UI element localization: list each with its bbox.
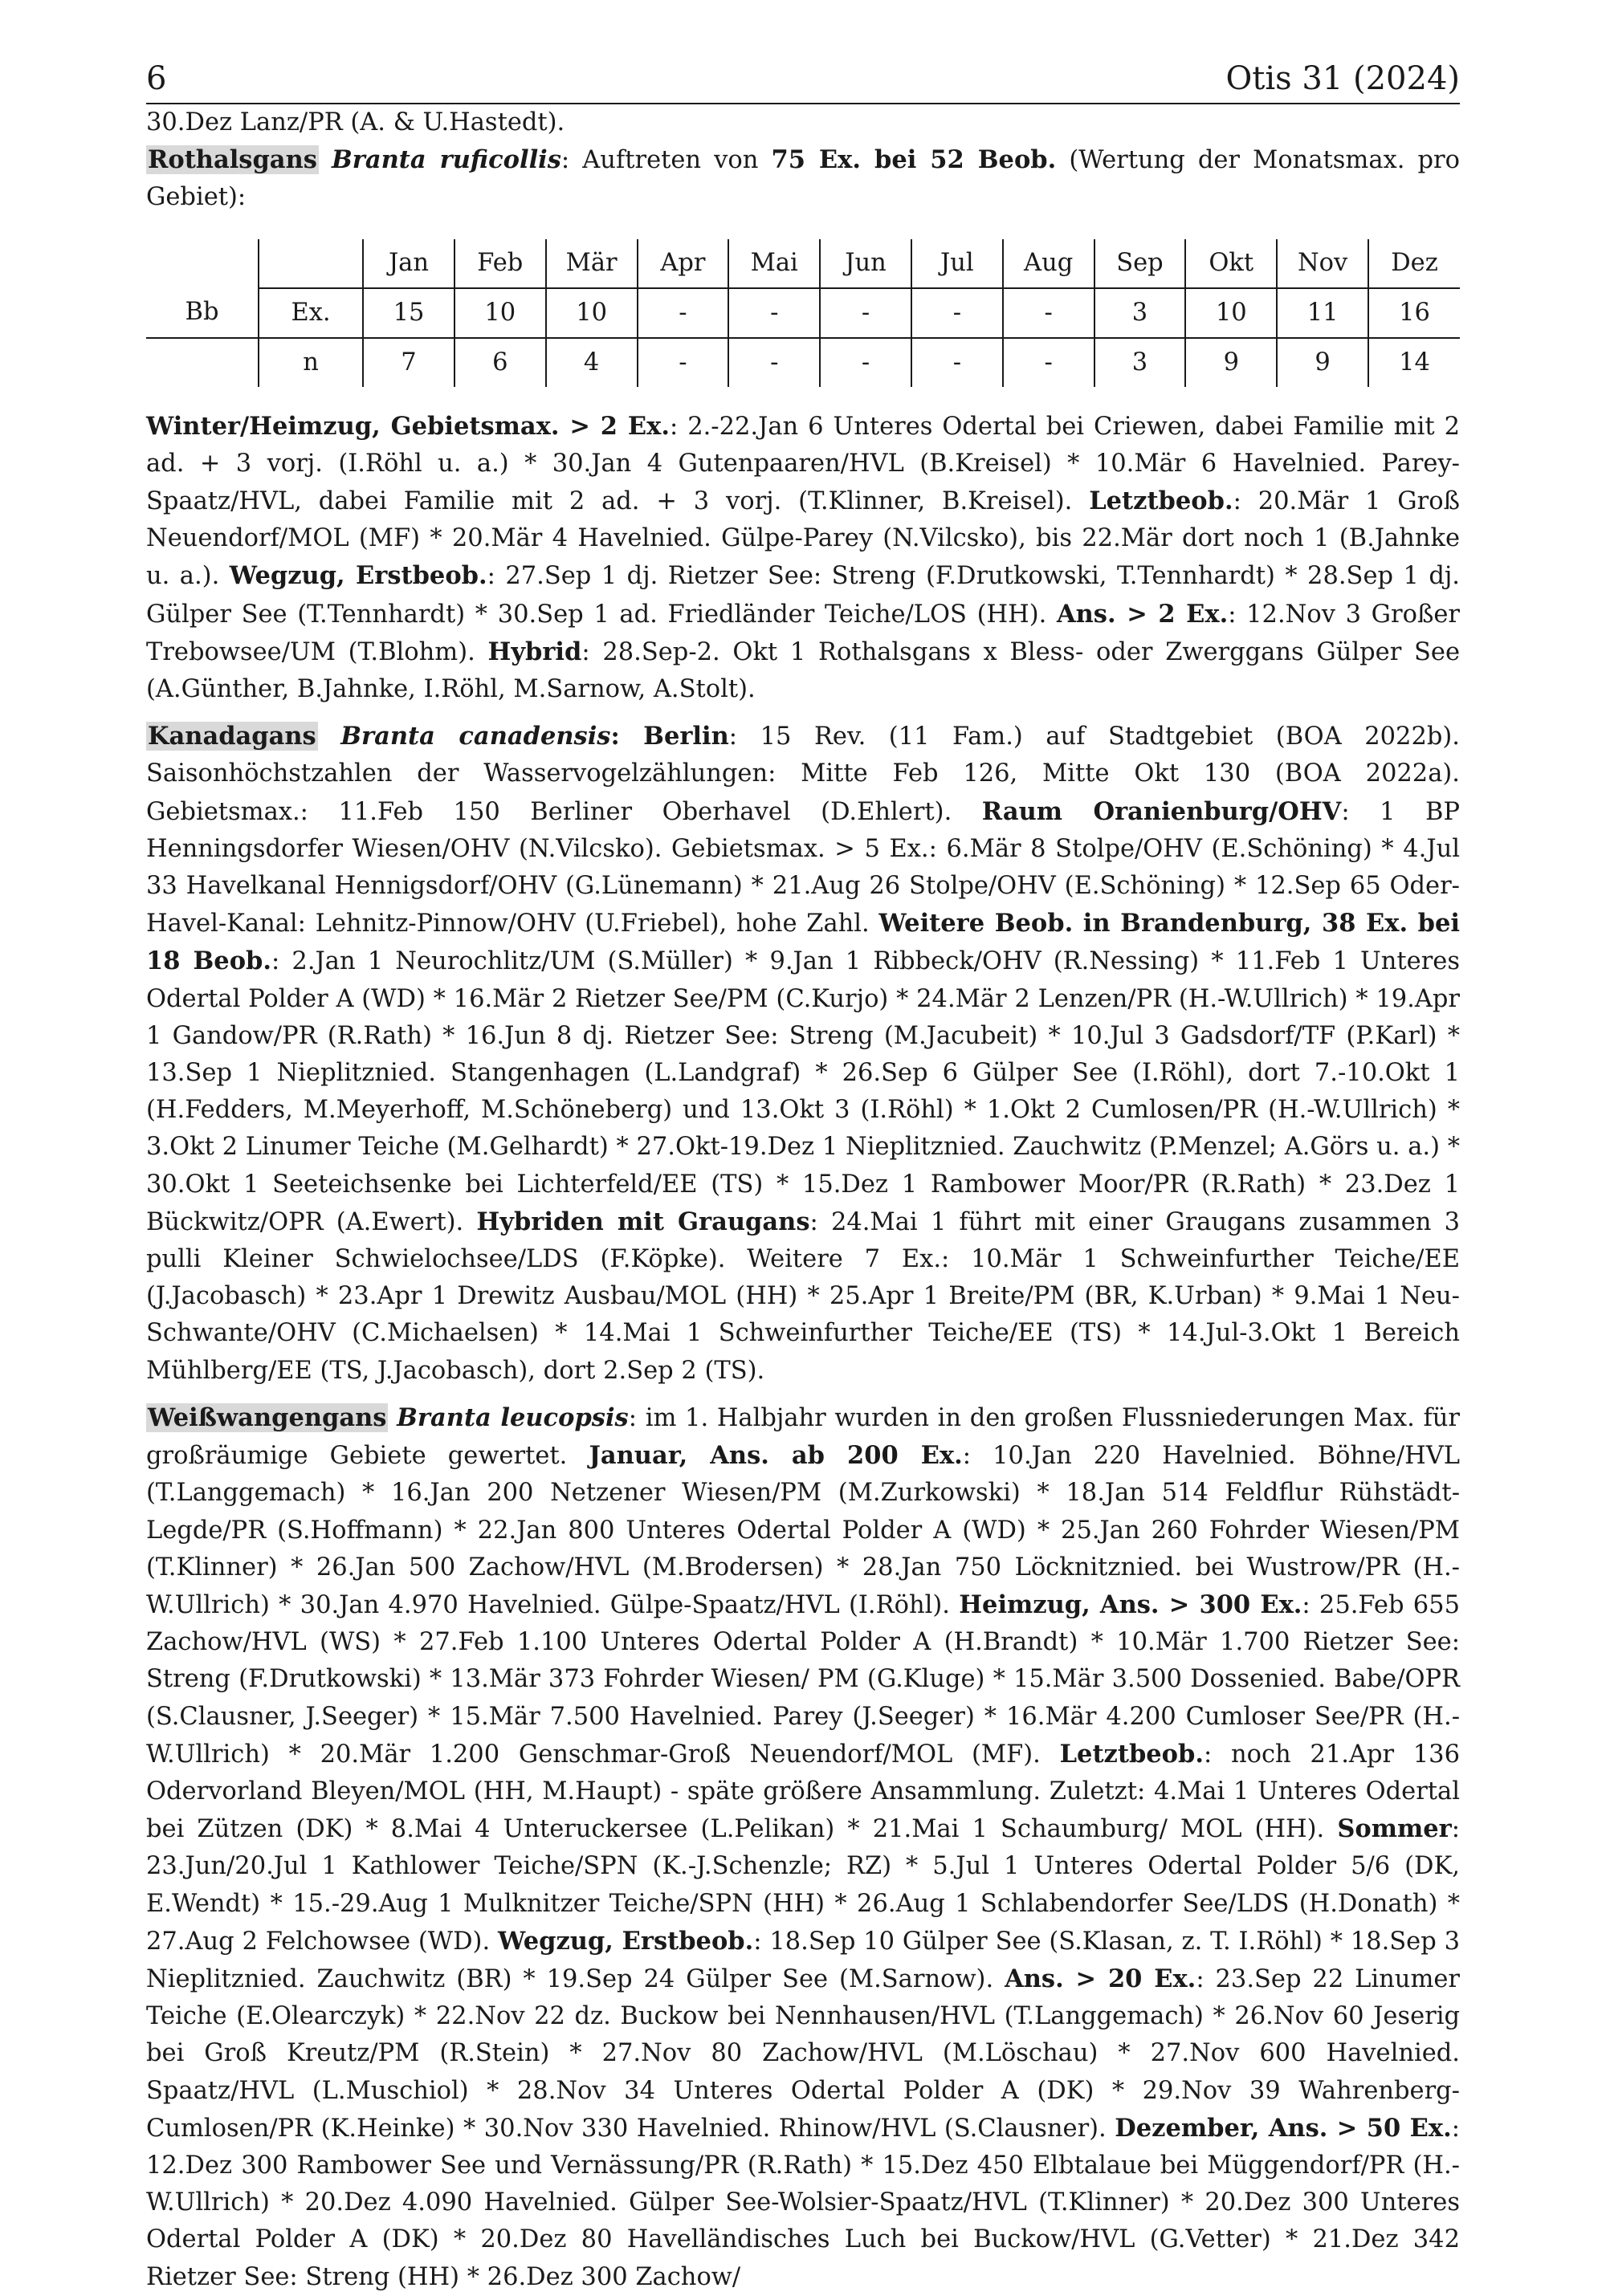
species-name-rothalsgans: Rothalsgans (148, 145, 317, 175)
text-run: : im 1. Halbjahr wurden in den großen Flussniederungen Max. für großräumige Gebiete gewertet. (146, 1403, 1460, 1471)
monthly-max-table (146, 239, 1460, 387)
bold-heading: Letztbeob. (1059, 1739, 1204, 1769)
table-cell: 10 (546, 288, 638, 338)
table-cell: - (1003, 288, 1094, 338)
month-header: Jul (911, 239, 1003, 288)
table-row-ex (146, 288, 1460, 338)
text-run: : 12.Dez 300 Rambower See und Vernässung/PR (R.Rath) * 15.Dez 450 Elbtalaue bei Müggendorf/PR (H.-W.Ullrich) * 20.Dez 4.090 Havelnied. Gülper See-Wolsier-Spaatz/HVL (T.Klinner) * 20.Dez 300 Unteres Odertal Polder A (DK) * 20.Dez 80 Havelländisches Luch bei Buckow/HVL (G.Vetter) * 21.Dez 342 Rietzer See: Streng (HH) * 26.Dez 300 Zachow/ (146, 2114, 1461, 2291)
rothalsgans-observations (146, 408, 1460, 709)
table-cell: - (638, 338, 729, 387)
bold-heading: Letztbeob. (1089, 486, 1233, 516)
weisswangengans-entry (146, 1399, 1460, 2296)
table-cell: - (1003, 338, 1094, 387)
text-run: : 23.Sep 22 Linumer Teiche (E.Olearczyk) * 22.Nov 22 dz. Buckow bei Nennhausen/HVL (T.Langgemach) * 26.Nov 60 Jeserig bei Groß Kreutz/PM (R.Stein) * 27.Nov 80 Zachow/HVL (M.Löschau) * 27.Nov 600 Havelnied. Spaatz/HVL (L.Muschiol) * 28.Nov 34 Unteres Odertal Polder A (DK) * 29.Nov 39 Wahrenberg-Cumlosen/PR (K.Heinke) * 30.Nov 330 Havelnied. Rhinow/HVL (S.Clausner). (146, 1964, 1460, 2143)
table-cell: 10 (454, 288, 546, 338)
region-cell: Bb (146, 288, 259, 338)
bold-heading: Wegzug, Erstbeob. (497, 1926, 754, 1956)
month-header: Aug (1003, 239, 1094, 288)
table-cell: 3 (1094, 338, 1186, 387)
table-cell: 3 (1094, 288, 1186, 338)
kanadagans-observations (146, 723, 1460, 1384)
bold-heading: : Berlin (610, 722, 729, 751)
table-cell: - (820, 338, 911, 387)
month-header: Feb (454, 239, 546, 288)
bold-heading: Weitere Beob. in Brandenburg, 38 Ex. bei 18 Beob. (146, 909, 1460, 976)
table-cell: 9 (1277, 338, 1368, 387)
text-run: : 15 Rev. (11 Fam.) auf Stadtgebiet (BOA 2022b). Saisonhöchstzahlen der Wasservogelzählungen: Mitte Feb 126, Mitte Okt 130 (BOA 2022a). Gebietsmax.: 11.Feb 150 Berliner Oberhavel (D.Ehlert). (146, 723, 1460, 826)
species-name-kanadagans: Kanadagans (148, 722, 316, 751)
page (146, 60, 1461, 2296)
page-number: 6 (146, 60, 167, 97)
month-header: Mai (728, 239, 820, 288)
weisswangengans-observations (146, 1404, 1460, 2291)
intro-line: 30.Dez Lanz/PR (A. & U.Hastedt). (146, 108, 565, 136)
month-header: Jan (363, 239, 454, 288)
bold-heading: Januar, Ans. ab 200 Ex. (589, 1441, 963, 1471)
text-run: : 28.Sep-2. Okt 1 Rothalsgans x Bless- oder Zwerggans Gülper See (A.Günther, B.Jahnke, I.Röhl, M.Sarnow, A.Stolt). (146, 637, 1460, 704)
bold-heading: Sommer (1337, 1814, 1452, 1844)
table-cell: - (911, 338, 1003, 387)
bold-heading: Dezember, Ans. > 50 Ex. (1115, 2113, 1452, 2143)
table-cell: 9 (1185, 338, 1277, 387)
text-run: : 12.Nov 3 Großer Trebowsee/UM (T.Blohm). (146, 600, 1460, 666)
table-cell: 6 (454, 338, 546, 387)
row-label-n: n (259, 338, 363, 387)
row-label-ex: Ex. (259, 288, 363, 338)
lead-bold: 75 Ex. bei 52 Beob. (771, 145, 1057, 175)
table-cell: - (638, 288, 729, 338)
text-run: : 18.Sep 10 Gülper See (S.Klasan, z. T. I.Röhl) * 18.Sep 3 Nieplitznied. Zauchwitz (BR) * 19.Sep 24 Gülper See (M.Sarnow). (146, 1927, 1460, 1993)
month-header: Nov (1277, 239, 1368, 288)
table-cell: 10 (1185, 288, 1277, 338)
table-cell: 7 (363, 338, 454, 387)
bold-heading: Ans. > 20 Ex. (1005, 1964, 1196, 1993)
species-name-weisswangengans: Weißwangengans (148, 1402, 387, 1432)
text-run: : 25.Feb 655 Zachow/HVL (WS) * 27.Feb 1.100 Unteres Odertal Polder A (H.Brandt) * 10.Mär 1.700 Rietzer See: Streng (F.Drutkowski) * 13.Mär 373 Fohrder Wiesen/ PM (G.Kluge) * 15.Mär 3.500 Dossenied. Babe/OPR (S.Clausner, J.Seeger) * 15.Mär 7.500 Havelnied. Parey (J.Seeger) * 16.Mär 4.200 Cumloser See/PR (H.-W.Ullrich) * 20.Mär 1.200 Genschmar-Groß Neuendorf/MOL (MF). (146, 1590, 1460, 1769)
text-run: : 2.-22.Jan 6 Unteres Odertal bei Criewen, dabei Familie mit 2 ad. + 3 vorj. (I.Röhl u. a.) * 30.Jan 4 Gutenpaaren/HVL (B.Kreisel) * 10.Mär 6 Havelnied. Parey-Spaatz/HVL, dabei Familie mit 2 ad. + 3 vorj. (T.Klinner, B.Kreisel). (146, 412, 1460, 516)
table-cell: - (728, 338, 820, 387)
month-header: Sep (1094, 239, 1186, 288)
text-run: : 10.Jan 220 Havelnied. Böhne/HVL (T.Langgemach) * 16.Jan 200 Netzener Wiesen/PM (M.Zurkowski) * 18.Jan 514 Feldflur Rühstädt-Legde/PR (S.Hoffmann) * 22.Jan 800 Unteres Odertal Polder A (WD) * 25.Jan 260 Fohrder Wiesen/PM (T.Klinner) * 26.Jan 500 Zachow/HVL (M.Brodersen) * 28.Jan 750 Löcknitznied. bei Wustrow/PR (H.-W.Ullrich) * 30.Jan 4.970 Havelnied. Gülpe-Spaatz/HVL (I.Röhl). (146, 1442, 1460, 1619)
table-cell: - (911, 288, 1003, 338)
table-cell: 4 (546, 338, 638, 387)
table-header-row (146, 239, 1460, 288)
text-run: : 27.Sep 1 dj. Rietzer See: Streng (F.Drutkowski, T.Tennhardt) * 28.Sep 1 dj. Gülper See (T.Tennhardt) * 30.Sep 1 ad. Friedländer Teiche/LOS (HH). (146, 562, 1460, 629)
lead-text: : Auftreten von (560, 146, 772, 175)
table-cell: 16 (1368, 288, 1460, 338)
scientific-name-rothalsgans: Branta ruficollis (332, 145, 561, 175)
bold-heading: Hybriden mit Graugans (476, 1207, 810, 1236)
table-cell: - (820, 288, 911, 338)
journal-citation: Otis 31 (2024) (1225, 60, 1460, 97)
kanadagans-entry (146, 718, 1460, 1390)
scientific-name-weisswangengans: Branta leucopsis (397, 1402, 629, 1432)
bold-heading: Hybrid (487, 637, 582, 666)
running-header (146, 60, 1460, 104)
text-run: : 2.Jan 1 Neurochlitz/UM (S.Müller) * 9.Jan 1 Ribbeck/OHV (R.Nessing) * 11.Feb 1 Unteres Odertal Polder A (WD) * 16.Mär 2 Rietzer See/PM (C.Kurjo) * 24.Mär 2 Lenzen/PR (H.-W.Ullrich) * 19.Apr 1 Gandow/PR (R.Rath) * 16.Jun 8 dj. Rietzer See: Streng (M.Jacubeit) * 10.Jul 3 Gadsdorf/TF (P.Karl) * 13.Sep 1 Nieplitznied. Stangenhagen (L.Landgraf) * 26.Sep 6 Gülper See (I.Röhl), dort 7.-10.Okt 1 (H.Fedders, M.Meyerhoff, M.Schöneberg) und 13.Okt 3 (I.Röhl) * 1.Okt 2 Cumlosen/PR (H.-W.Ullrich) * 3.Okt 2 Linumer Teiche (M.Gelhardt) * 27.Okt-19.Dez 1 Nieplitznied. Zauchwitz (P.Menzel; A.Görs u. a.) * 30.Okt 1 Seeteichsenke bei Lichterfeld/EE (TS) * 15.Dez 1 Rambower Moor/PR (R.Rath) * 23.Dez 1 Bückwitz/OPR (A.Ewert). (146, 947, 1460, 1236)
text-run: : noch 21.Apr 136 Odervorland Bleyen/MOL (HH, M.Haupt) - späte größere Ansammlung. Zuletzt: 4.Mai 1 Unteres Odertal bei Zützen (DK) * 8.Mai 4 Unteruckersee (L.Pelikan) * 21.Mai 1 Schaumburg/ MOL (HH). (146, 1740, 1460, 1844)
month-header: Apr (638, 239, 729, 288)
scientific-name-kanadagans: Branta canadensis (340, 722, 611, 751)
table-cell: 14 (1368, 338, 1460, 387)
text-run: : 24.Mai 1 führt mit einer Graugans zusammen 3 pulli Kleiner Schwielochsee/LDS (F.Köpke). Weitere 7 Ex.: 10.Mär 1 Schweinfurther Teiche/EE (J.Jacobasch) * 23.Apr 1 Drewitz Ausbau/MOL (HH) * 25.Apr 1 Breite/PM (BR, K.Urban) * 9.Mai 1 Neu-Schwante/OHV (C.Michaelsen) * 14.Mai 1 Schweinfurther Teiche/EE (TS) * 14.Jul-3.Okt 1 Bereich Mühlberg/EE (TS, J.Jacobasch), dort 2.Sep 2 (TS). (146, 1207, 1460, 1385)
bold-heading: Wegzug, Erstbeob. (229, 561, 487, 591)
month-header: Okt (1185, 239, 1277, 288)
table-cell: - (728, 288, 820, 338)
bold-heading: Winter/Heimzug, Gebietsmax. > 2 Ex. (146, 411, 670, 441)
table-cell: 11 (1277, 288, 1368, 338)
table-cell: 15 (363, 288, 454, 338)
rothalsgans-lead (146, 141, 1460, 216)
lead-text-end: (Wertung der Monatsmax. pro Gebiet): (146, 146, 1460, 212)
article-body (146, 104, 1460, 2296)
table-row-n (146, 338, 1460, 387)
month-header: Mär (546, 239, 638, 288)
month-header: Jun (820, 239, 911, 288)
text-run: : 20.Mär 1 Groß Neuendorf/MOL (MF) * 20.Mär 4 Havelnied. Gülpe-Parey (N.Vilcsko), bis 22.Mär dort noch 1 (B.Jahnke u. a.). (146, 487, 1460, 591)
month-header: Dez (1368, 239, 1460, 288)
text-run: : 23.Jun/20.Jul 1 Kathlower Teiche/SPN (K.-J.Schenzle; RZ) * 5.Jul 1 Unteres Odertal Polder 5/6 (DK, E.Wendt) * 15.-29.Aug 1 Mulknitzer Teiche/SPN (HH) * 26.Aug 1 Schlabendorfer See/LDS (H.Donath) * 27.Aug 2 Felchowsee (WD). (146, 1815, 1460, 1956)
text-run: : 1 BP Henningsdorfer Wiesen/OHV (N.Vilcsko). Gebietsmax. > 5 Ex.: 6.Mär 8 Stolpe/OHV (E.Schöning) * 4.Jul 33 Havelkanal Hennigsdorf/OHV (G.Lünemann) * 21.Aug 26 Stolpe/OHV (E.Schöning) * 12.Sep 65 Oder-Havel-Kanal: Lehnitz-Pinnow/OHV (U.Friebel), hohe Zahl. (146, 797, 1460, 938)
bold-heading: Heimzug, Ans. > 300 Ex. (959, 1590, 1302, 1619)
bold-heading: Ans. > 2 Ex. (1056, 599, 1229, 629)
bold-heading: Raum Oranienburg/OHV (981, 796, 1342, 826)
